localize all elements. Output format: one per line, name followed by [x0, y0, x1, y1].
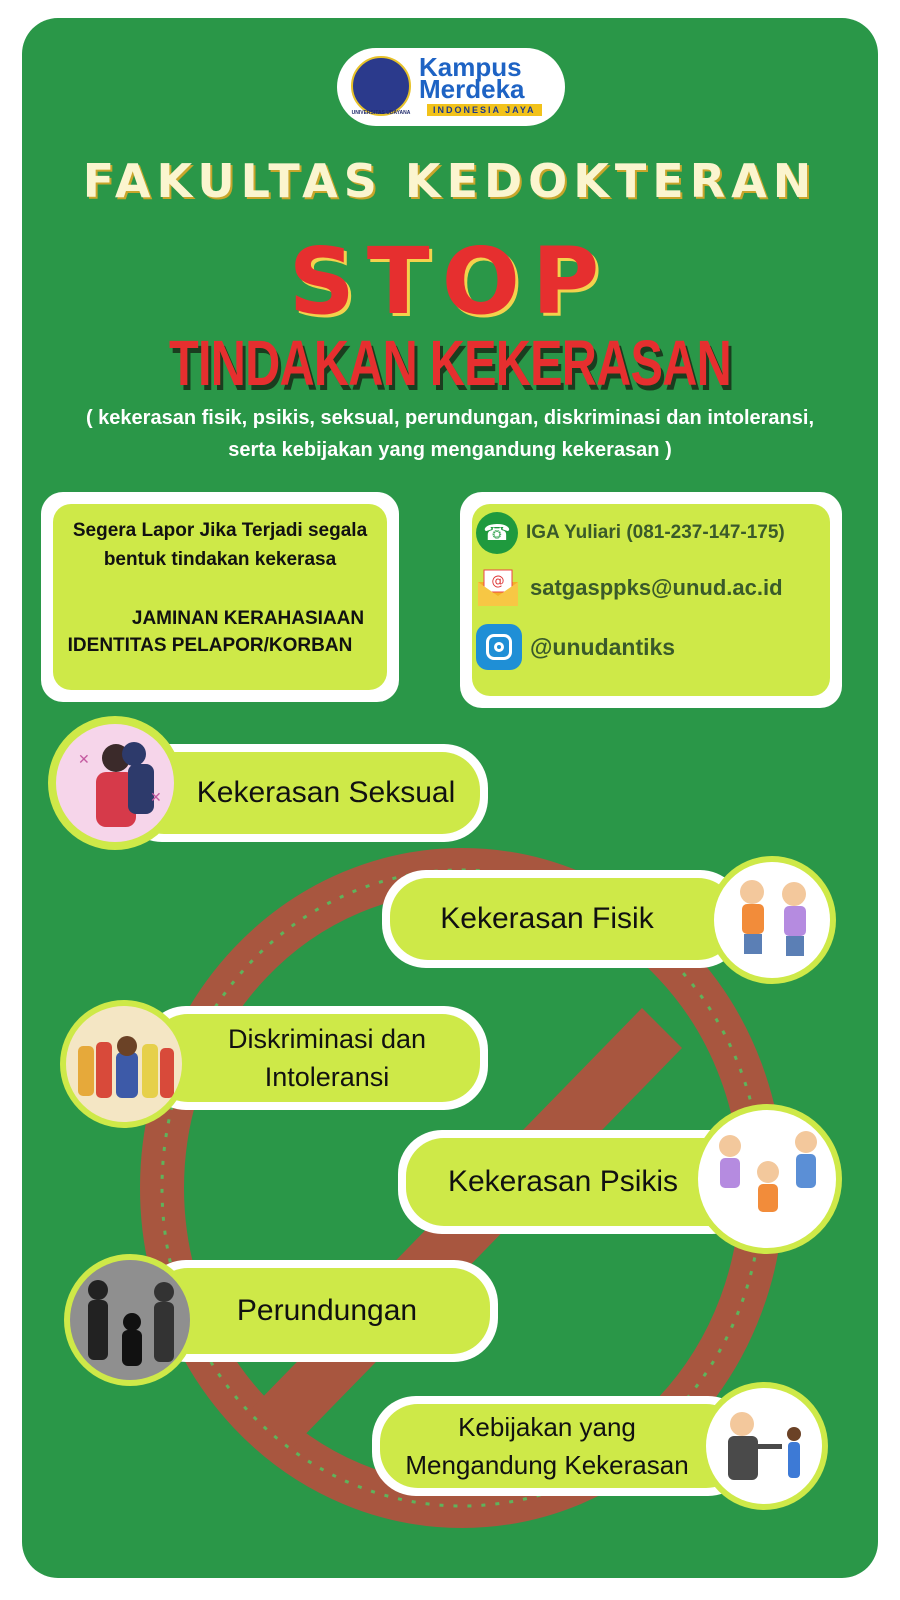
category-label: Perundungan	[236, 1294, 418, 1327]
report-line1: Segera Lapor Jika Terjadi segala	[72, 520, 368, 541]
contact-instagram[interactable]	[476, 624, 675, 670]
headline: TINDAKAN KEKERASAN	[169, 327, 731, 399]
report-line2: bentuk tindakan kekerasa	[103, 549, 337, 570]
brand-sub: INDONESIA JAYA	[427, 104, 542, 116]
university-seal-icon	[351, 56, 411, 116]
subtitle-line1: ( kekerasan fisik, psikis, seksual, perundungan, diskriminasi dan intoleransi,	[85, 407, 815, 429]
report-line3: JAMINAN KERAHASIAAN	[131, 608, 365, 629]
angry-boss-icon	[706, 1388, 822, 1504]
poster-panel	[22, 18, 878, 1578]
subtitle-line2: serta kebijakan yang mengandung kekerasan )	[228, 439, 672, 461]
whatsapp-text: IGA Yuliari (081-237-147-175)	[526, 522, 785, 543]
category-illustration	[48, 716, 182, 850]
contacts-box	[460, 492, 842, 708]
logo-badge	[337, 48, 565, 126]
report-line4: IDENTITAS PELAPOR/KORBAN	[67, 635, 353, 656]
report-box	[41, 492, 399, 702]
stop-heading: STOP	[288, 228, 612, 335]
category-label: Kekerasan Seksual	[196, 776, 456, 809]
category-label: Diskriminasi dan Intoleransi	[227, 1024, 427, 1092]
email-text: satgasppks@unud.ac.id	[530, 575, 783, 600]
category-diskriminasi	[142, 1006, 488, 1110]
category-illustration	[708, 856, 836, 984]
fighting-kids-icon	[714, 862, 830, 978]
bullying-silhouettes-icon	[70, 1260, 190, 1380]
category-illustration	[692, 1104, 842, 1254]
harassment-illustration-icon	[56, 724, 174, 842]
instagram-icon	[476, 624, 522, 670]
email-icon	[476, 568, 520, 608]
category-illustration	[64, 1254, 196, 1386]
category-kebijakan	[372, 1396, 752, 1496]
svg-text:@: @	[491, 574, 505, 589]
contact-whatsapp[interactable]	[476, 512, 785, 554]
svg-text:✕: ✕	[78, 752, 90, 768]
bullied-child-icon	[698, 1110, 836, 1248]
category-label: Kekerasan Fisik	[440, 902, 654, 935]
category-illustration	[60, 1000, 188, 1128]
whatsapp-icon: ☎	[476, 512, 518, 554]
brand-line2: Merdeka	[419, 74, 525, 104]
contact-email[interactable]	[476, 568, 783, 608]
faculty-title: FAKULTAS KEDOKTERAN	[82, 154, 818, 208]
category-kekerasan-fisik	[382, 870, 744, 968]
category-illustration	[700, 1382, 828, 1510]
seal-caption: UNIVERSITAS UDAYANA	[351, 110, 411, 116]
instagram-text: @unudantiks	[530, 633, 676, 660]
category-label: Kebijakan yang Mengandung Kekerasan	[405, 1412, 689, 1480]
brand-line1: Kampus	[419, 52, 522, 82]
category-label: Kekerasan Psikis	[447, 1165, 679, 1198]
discrimination-group-icon	[66, 1006, 182, 1122]
svg-text:✕: ✕	[150, 790, 162, 806]
subtitle	[32, 402, 868, 466]
